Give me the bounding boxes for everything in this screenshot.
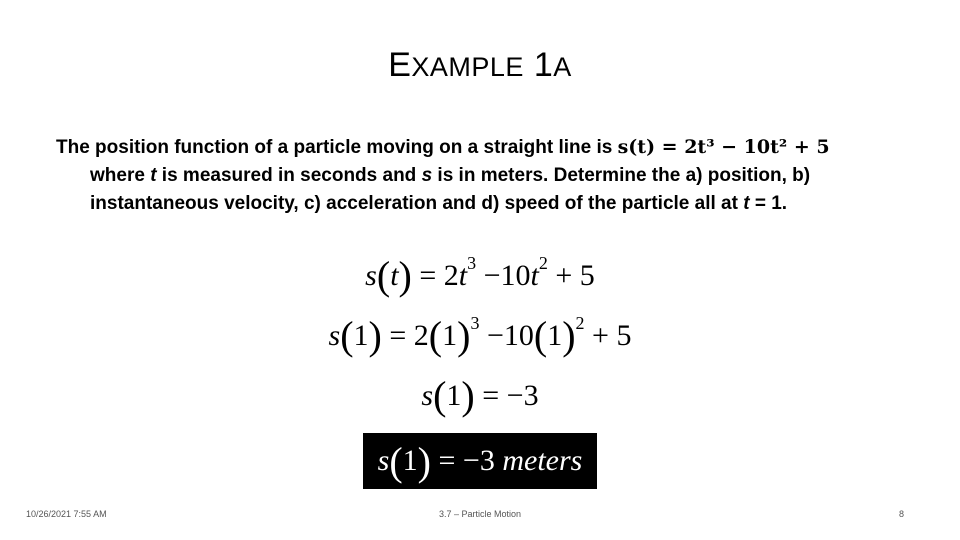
eq2-rhs-a: = 2: [389, 319, 429, 352]
eq2-exp2: 2: [575, 313, 585, 333]
title-rest: XAMPLE: [411, 52, 524, 82]
eq2-arg2: 1: [442, 319, 458, 352]
eq2-arg: 1: [353, 319, 369, 352]
equation-2: $s(1) = 2(1)^3 -10(1)^2 + 5$: [328, 313, 632, 358]
eq4-arg: 1: [402, 444, 418, 477]
slide-title: [0, 46, 960, 85]
title-first-letter: E: [388, 46, 412, 84]
eq1-rhs-a: = 2: [419, 259, 459, 292]
problem-line-2-post: is in meters. Determine the a) position, b): [432, 165, 811, 186]
eq2-tail: + 5: [592, 319, 632, 352]
eq1-fn: s: [365, 259, 377, 292]
position-function: s(t) = 2t³ − 10t² + 5: [617, 136, 830, 158]
variable-s: s: [421, 165, 433, 186]
eq1-var2: t: [530, 259, 539, 292]
eq1-mid: −10: [483, 259, 531, 292]
eq1-var1: t: [458, 259, 468, 292]
eq2-arg3: 1: [547, 319, 563, 352]
eq1-exp2: 2: [538, 253, 548, 273]
equation-3: s(1) = −3: [421, 373, 539, 418]
eq3-rhs: = −3: [482, 379, 539, 412]
problem-line-3-pre: instantaneous velocity, c) acceleration and d) speed of the particle all at: [90, 193, 744, 214]
answer-box: s ( 1 ) = −3 meters: [363, 433, 597, 489]
variable-t-2: t: [743, 193, 750, 214]
problem-line-3: [56, 190, 916, 218]
problem-line-2-mid: is measured in seconds and: [156, 165, 422, 186]
eq3-arg: 1: [446, 379, 462, 412]
eq2-exp1: 3: [470, 313, 480, 333]
title-number: 1: [533, 46, 554, 84]
eq4-fn: s: [377, 444, 390, 477]
footer-page-number: 8: [898, 509, 904, 519]
footer-date: 10/26/2021 7:55 AM: [26, 509, 107, 519]
problem-line-2: [56, 162, 916, 190]
problem-line-3-post: = 1.: [749, 193, 788, 214]
variable-t: t: [150, 165, 157, 186]
eq1-arg: t: [390, 259, 399, 292]
eq2-fn: s: [328, 319, 341, 352]
footer-title: 3.7 – Particle Motion: [438, 509, 522, 519]
problem-line-1-text: The position function of a particle moving on a straight line is: [56, 137, 618, 158]
eq1-exp1: 3: [467, 253, 477, 273]
eq4-unit: meters: [502, 444, 583, 477]
equation-1: $s(t) = 2t^3 -10t^2 + 5$: [365, 253, 595, 298]
eq1-tail: + 5: [555, 259, 595, 292]
eq3-fn: s: [421, 379, 434, 412]
problem-line-1: [56, 133, 916, 162]
problem-line-2-pre: where: [90, 165, 151, 186]
eq4-rhs: = −3: [438, 444, 495, 477]
title-suffix: A: [553, 52, 572, 82]
problem-statement: [56, 133, 916, 218]
eq2-mid: −10: [486, 319, 534, 352]
